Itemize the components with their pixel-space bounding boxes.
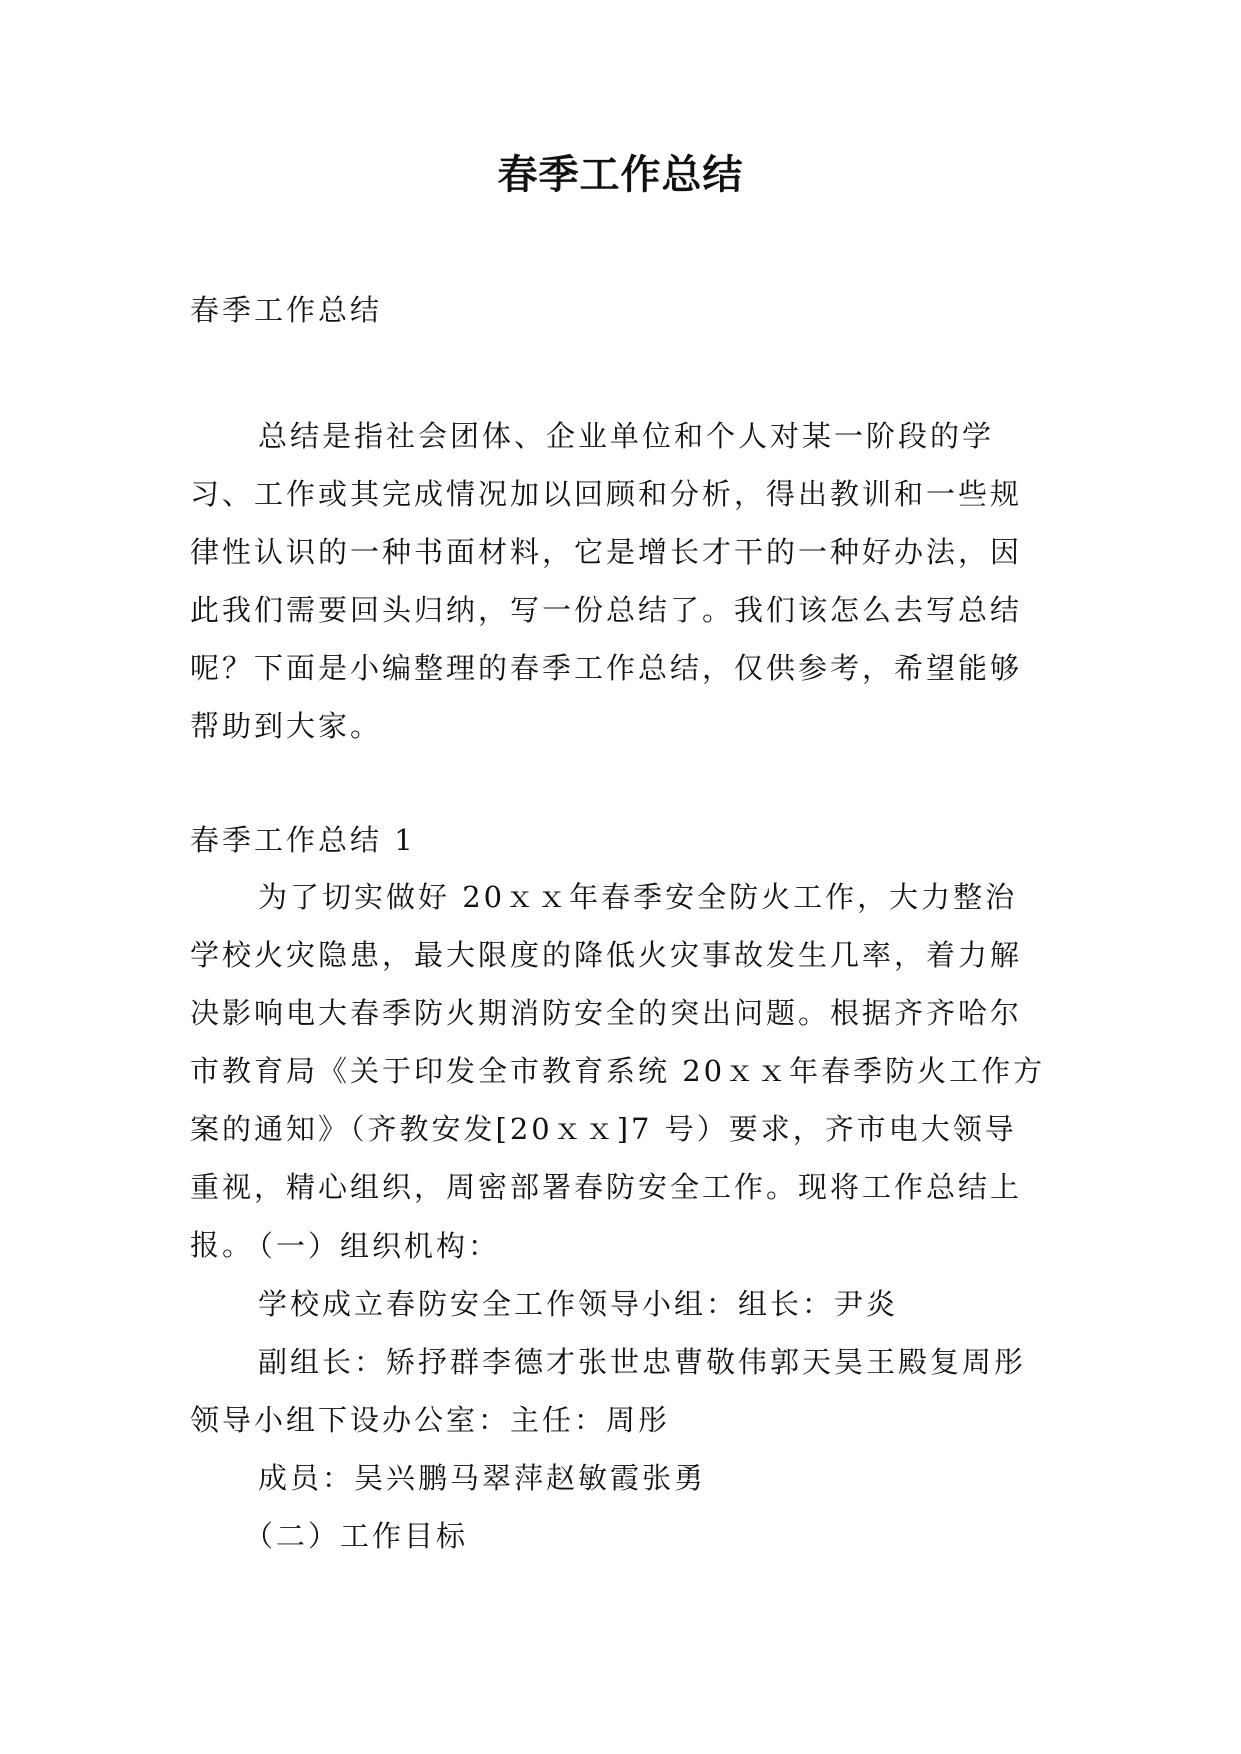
group-line: 学校成立春防安全工作领导小组：组长：尹炎 bbox=[258, 1287, 899, 1321]
office-line: 领导小组下设办公室：主任：周彤 bbox=[190, 1403, 671, 1437]
intro-paragraph: 总结是指社会团体、企业单位和个人对某一阶段的学习、工作或其完成情况加以回顾和分析，得出教训和一些规律性认识的一种书面材料，它是增长才干的一种好办法，因此我们需要回头归纳，写一份总结了。我们该怎么去写总结呢？下面是小编整理的春季工作总结，仅供参考，希望能够帮助到大家。 bbox=[190, 419, 1023, 743]
org-heading: （一）组织机构： bbox=[244, 1229, 501, 1263]
members-line: 成员：吴兴鹏马翠萍赵敏霞张勇 bbox=[258, 1461, 707, 1495]
deputy-line: 副组长：矫抒群李德才张世忠曹敬伟郭天昊王殿复周彤 bbox=[258, 1345, 1027, 1379]
section-heading: 春季工作总结 1 bbox=[190, 823, 416, 857]
goal-heading: （二）工作目标 bbox=[244, 1519, 469, 1553]
section-paragraph: 为了切实做好 20ｘｘ年春季安全防火工作，大力整治学校火灾隐患，最大限度的降低火灾事故发生几率，着力解决影响电大春季防火期消防安全的突出问题。根据齐齐哈尔市教育局《关于印发全市教育系统 20ｘｘ年春季防火工作方案的通知》（齐教安发[20ｘｘ]7 号）要求，齐市电大领导重视，精心组织，周密部署春防安全工作。现将工作总结上报。 bbox=[190, 880, 1046, 1262]
document-subtitle: 春季工作总结 bbox=[190, 293, 383, 327]
document-title: 春季工作总结 bbox=[497, 152, 744, 198]
